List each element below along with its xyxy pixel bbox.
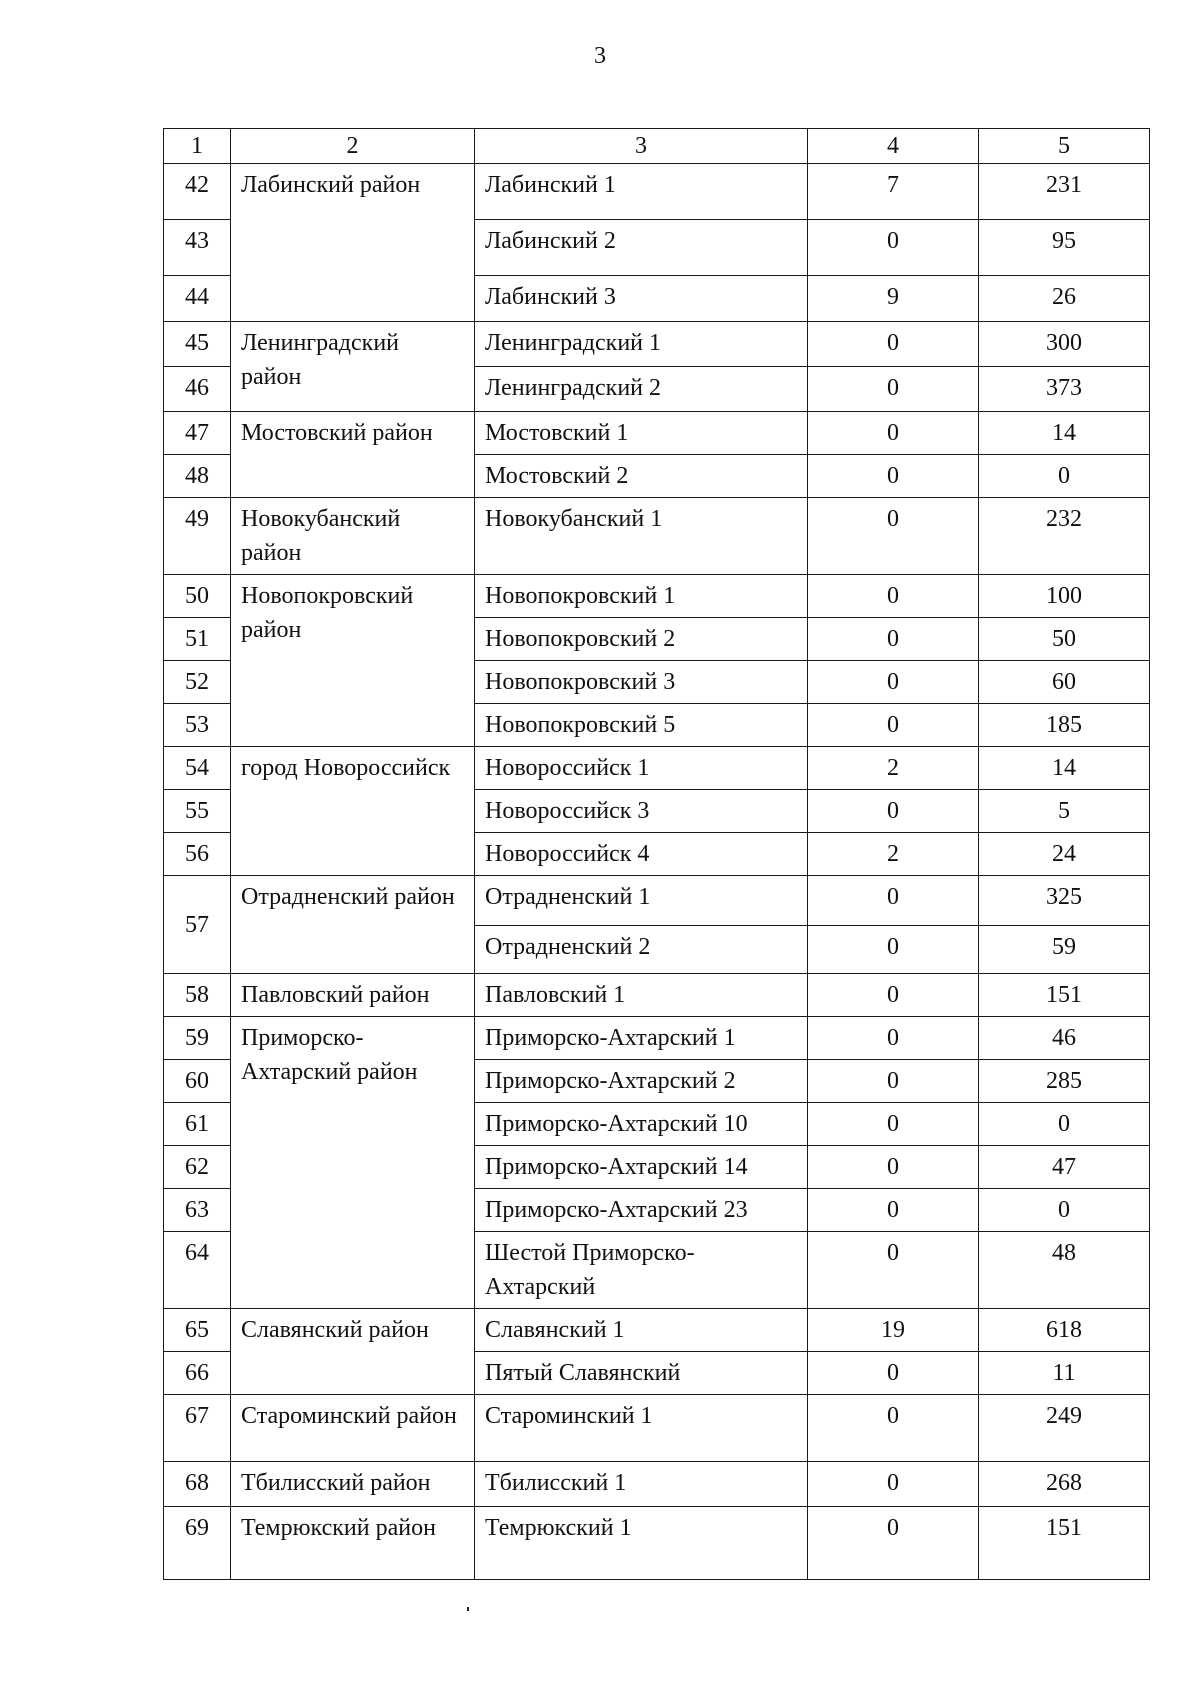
value-col4-cell: 0 — [808, 322, 979, 367]
data-table — [163, 128, 1150, 1580]
station-name-cell: Новороссийск 3 — [475, 790, 808, 833]
value-col5-cell: 46 — [979, 1017, 1150, 1060]
value-col4-cell: 0 — [808, 704, 979, 747]
value-col5-cell: 249 — [979, 1395, 1150, 1462]
row-number-cell: 55 — [164, 790, 231, 833]
scan-speck — [467, 1607, 469, 1611]
row-number-cell: 50 — [164, 575, 231, 618]
value-col4-cell: 0 — [808, 974, 979, 1017]
value-col5-cell: 618 — [979, 1309, 1150, 1352]
table-row — [164, 974, 1150, 1017]
row-number-cell: 47 — [164, 412, 231, 455]
station-name-cell: Мостовский 2 — [475, 455, 808, 498]
row-number-cell: 65 — [164, 1309, 231, 1352]
value-col4-cell: 0 — [808, 1507, 979, 1580]
table-header-row — [164, 129, 1150, 164]
station-name-cell: Мостовский 1 — [475, 412, 808, 455]
value-col4-cell: 0 — [808, 1232, 979, 1309]
value-col5-cell: 14 — [979, 412, 1150, 455]
station-name-cell: Шестой Приморско-Ахтарский — [475, 1232, 808, 1309]
column-header: 1 — [164, 129, 231, 164]
row-number-cell: 53 — [164, 704, 231, 747]
district-cell: Ленинградский район — [231, 322, 475, 412]
district-cell: Приморско-Ахтарский район — [231, 1017, 475, 1309]
station-name-cell: Приморско-Ахтарский 2 — [475, 1060, 808, 1103]
table-row — [164, 1395, 1150, 1462]
value-col4-cell: 9 — [808, 276, 979, 322]
value-col4-cell: 19 — [808, 1309, 979, 1352]
station-name-cell: Темрюкский 1 — [475, 1507, 808, 1580]
station-name-cell: Павловский 1 — [475, 974, 808, 1017]
value-col5-cell: 47 — [979, 1146, 1150, 1189]
station-name-cell: Лабинский 3 — [475, 276, 808, 322]
station-name-cell: Славянский 1 — [475, 1309, 808, 1352]
row-number-cell: 43 — [164, 220, 231, 276]
row-number-cell: 61 — [164, 1103, 231, 1146]
station-name-cell: Отрадненский 1 — [475, 876, 808, 926]
row-number-cell: 54 — [164, 747, 231, 790]
district-cell: Павловский район — [231, 974, 475, 1017]
value-col4-cell: 0 — [808, 1103, 979, 1146]
value-col5-cell: 285 — [979, 1060, 1150, 1103]
table-body — [164, 129, 1150, 1580]
value-col4-cell: 0 — [808, 575, 979, 618]
value-col5-cell: 100 — [979, 575, 1150, 618]
row-number-cell: 42 — [164, 164, 231, 220]
row-number-cell: 60 — [164, 1060, 231, 1103]
value-col4-cell: 0 — [808, 661, 979, 704]
row-number-cell: 48 — [164, 455, 231, 498]
row-number-cell: 67 — [164, 1395, 231, 1462]
value-col5-cell: 268 — [979, 1462, 1150, 1507]
value-col5-cell: 11 — [979, 1352, 1150, 1395]
station-name-cell: Пятый Славянский — [475, 1352, 808, 1395]
column-header: 3 — [475, 129, 808, 164]
value-col4-cell: 0 — [808, 1462, 979, 1507]
district-cell: Мостовский район — [231, 412, 475, 498]
row-number-cell: 56 — [164, 833, 231, 876]
station-name-cell: Приморско-Ахтарский 1 — [475, 1017, 808, 1060]
row-number-cell: 66 — [164, 1352, 231, 1395]
value-col5-cell: 185 — [979, 704, 1150, 747]
station-name-cell: Староминский 1 — [475, 1395, 808, 1462]
value-col4-cell: 0 — [808, 1060, 979, 1103]
station-name-cell: Ленинградский 2 — [475, 367, 808, 412]
value-col5-cell: 151 — [979, 974, 1150, 1017]
station-name-cell: Приморско-Ахтарский 23 — [475, 1189, 808, 1232]
row-number-cell: 49 — [164, 498, 231, 575]
district-cell: Лабинский район — [231, 164, 475, 322]
value-col5-cell: 59 — [979, 926, 1150, 974]
station-name-cell: Новопокровский 2 — [475, 618, 808, 661]
row-number-cell: 51 — [164, 618, 231, 661]
value-col4-cell: 0 — [808, 1146, 979, 1189]
value-col4-cell: 0 — [808, 1189, 979, 1232]
value-col4-cell: 0 — [808, 1395, 979, 1462]
page-number: 3 — [594, 43, 606, 69]
row-number-cell: 63 — [164, 1189, 231, 1232]
station-name-cell: Приморско-Ахтарский 14 — [475, 1146, 808, 1189]
district-cell: Темрюкский район — [231, 1507, 475, 1580]
value-col4-cell: 2 — [808, 833, 979, 876]
row-number-cell: 45 — [164, 322, 231, 367]
table-row — [164, 1017, 1150, 1060]
row-number-cell: 44 — [164, 276, 231, 322]
column-header: 5 — [979, 129, 1150, 164]
value-col4-cell: 0 — [808, 618, 979, 661]
value-col4-cell: 0 — [808, 1017, 979, 1060]
row-number-cell: 57 — [164, 876, 231, 974]
row-number-cell: 52 — [164, 661, 231, 704]
table-row — [164, 164, 1150, 220]
value-col4-cell: 0 — [808, 455, 979, 498]
row-number-cell: 64 — [164, 1232, 231, 1309]
value-col5-cell: 231 — [979, 164, 1150, 220]
district-cell: Тбилисский район — [231, 1462, 475, 1507]
value-col5-cell: 232 — [979, 498, 1150, 575]
table-row — [164, 498, 1150, 575]
district-cell: Отрадненский район — [231, 876, 475, 974]
table-row — [164, 575, 1150, 618]
table-row — [164, 747, 1150, 790]
row-number-cell: 58 — [164, 974, 231, 1017]
value-col5-cell: 24 — [979, 833, 1150, 876]
value-col5-cell: 151 — [979, 1507, 1150, 1580]
value-col4-cell: 0 — [808, 876, 979, 926]
station-name-cell: Новороссийск 4 — [475, 833, 808, 876]
value-col5-cell: 0 — [979, 1103, 1150, 1146]
station-name-cell: Новороссийск 1 — [475, 747, 808, 790]
value-col5-cell: 26 — [979, 276, 1150, 322]
value-col4-cell: 0 — [808, 412, 979, 455]
row-number-cell: 46 — [164, 367, 231, 412]
station-name-cell: Лабинский 2 — [475, 220, 808, 276]
station-name-cell: Лабинский 1 — [475, 164, 808, 220]
value-col5-cell: 373 — [979, 367, 1150, 412]
value-col4-cell: 0 — [808, 1352, 979, 1395]
table-row — [164, 412, 1150, 455]
value-col4-cell: 0 — [808, 220, 979, 276]
row-number-cell: 69 — [164, 1507, 231, 1580]
district-cell: Староминский район — [231, 1395, 475, 1462]
value-col4-cell: 7 — [808, 164, 979, 220]
station-name-cell: Новокубанский 1 — [475, 498, 808, 575]
value-col5-cell: 325 — [979, 876, 1150, 926]
station-name-cell: Новопокровский 3 — [475, 661, 808, 704]
station-name-cell: Новопокровский 1 — [475, 575, 808, 618]
value-col5-cell: 48 — [979, 1232, 1150, 1309]
column-header: 4 — [808, 129, 979, 164]
row-number-cell: 68 — [164, 1462, 231, 1507]
value-col4-cell: 2 — [808, 747, 979, 790]
value-col5-cell: 0 — [979, 1189, 1150, 1232]
value-col5-cell: 300 — [979, 322, 1150, 367]
table-row — [164, 322, 1150, 367]
value-col5-cell: 14 — [979, 747, 1150, 790]
station-name-cell: Отрадненский 2 — [475, 926, 808, 974]
station-name-cell: Ленинградский 1 — [475, 322, 808, 367]
value-col5-cell: 50 — [979, 618, 1150, 661]
value-col5-cell: 5 — [979, 790, 1150, 833]
district-cell: Новокубанский район — [231, 498, 475, 575]
row-number-cell: 62 — [164, 1146, 231, 1189]
station-name-cell: Приморско-Ахтарский 10 — [475, 1103, 808, 1146]
table-row — [164, 1507, 1150, 1580]
row-number-cell: 59 — [164, 1017, 231, 1060]
value-col4-cell: 0 — [808, 790, 979, 833]
value-col4-cell: 0 — [808, 926, 979, 974]
station-name-cell: Тбилисский 1 — [475, 1462, 808, 1507]
value-col5-cell: 0 — [979, 455, 1150, 498]
column-header: 2 — [231, 129, 475, 164]
station-name-cell: Новопокровский 5 — [475, 704, 808, 747]
district-cell: город Новороссийск — [231, 747, 475, 876]
district-cell: Новопокровский район — [231, 575, 475, 747]
value-col5-cell: 60 — [979, 661, 1150, 704]
value-col4-cell: 0 — [808, 367, 979, 412]
table-row — [164, 1462, 1150, 1507]
district-cell: Славянский район — [231, 1309, 475, 1395]
table-row — [164, 876, 1150, 926]
value-col5-cell: 95 — [979, 220, 1150, 276]
table-row — [164, 1309, 1150, 1352]
value-col4-cell: 0 — [808, 498, 979, 575]
